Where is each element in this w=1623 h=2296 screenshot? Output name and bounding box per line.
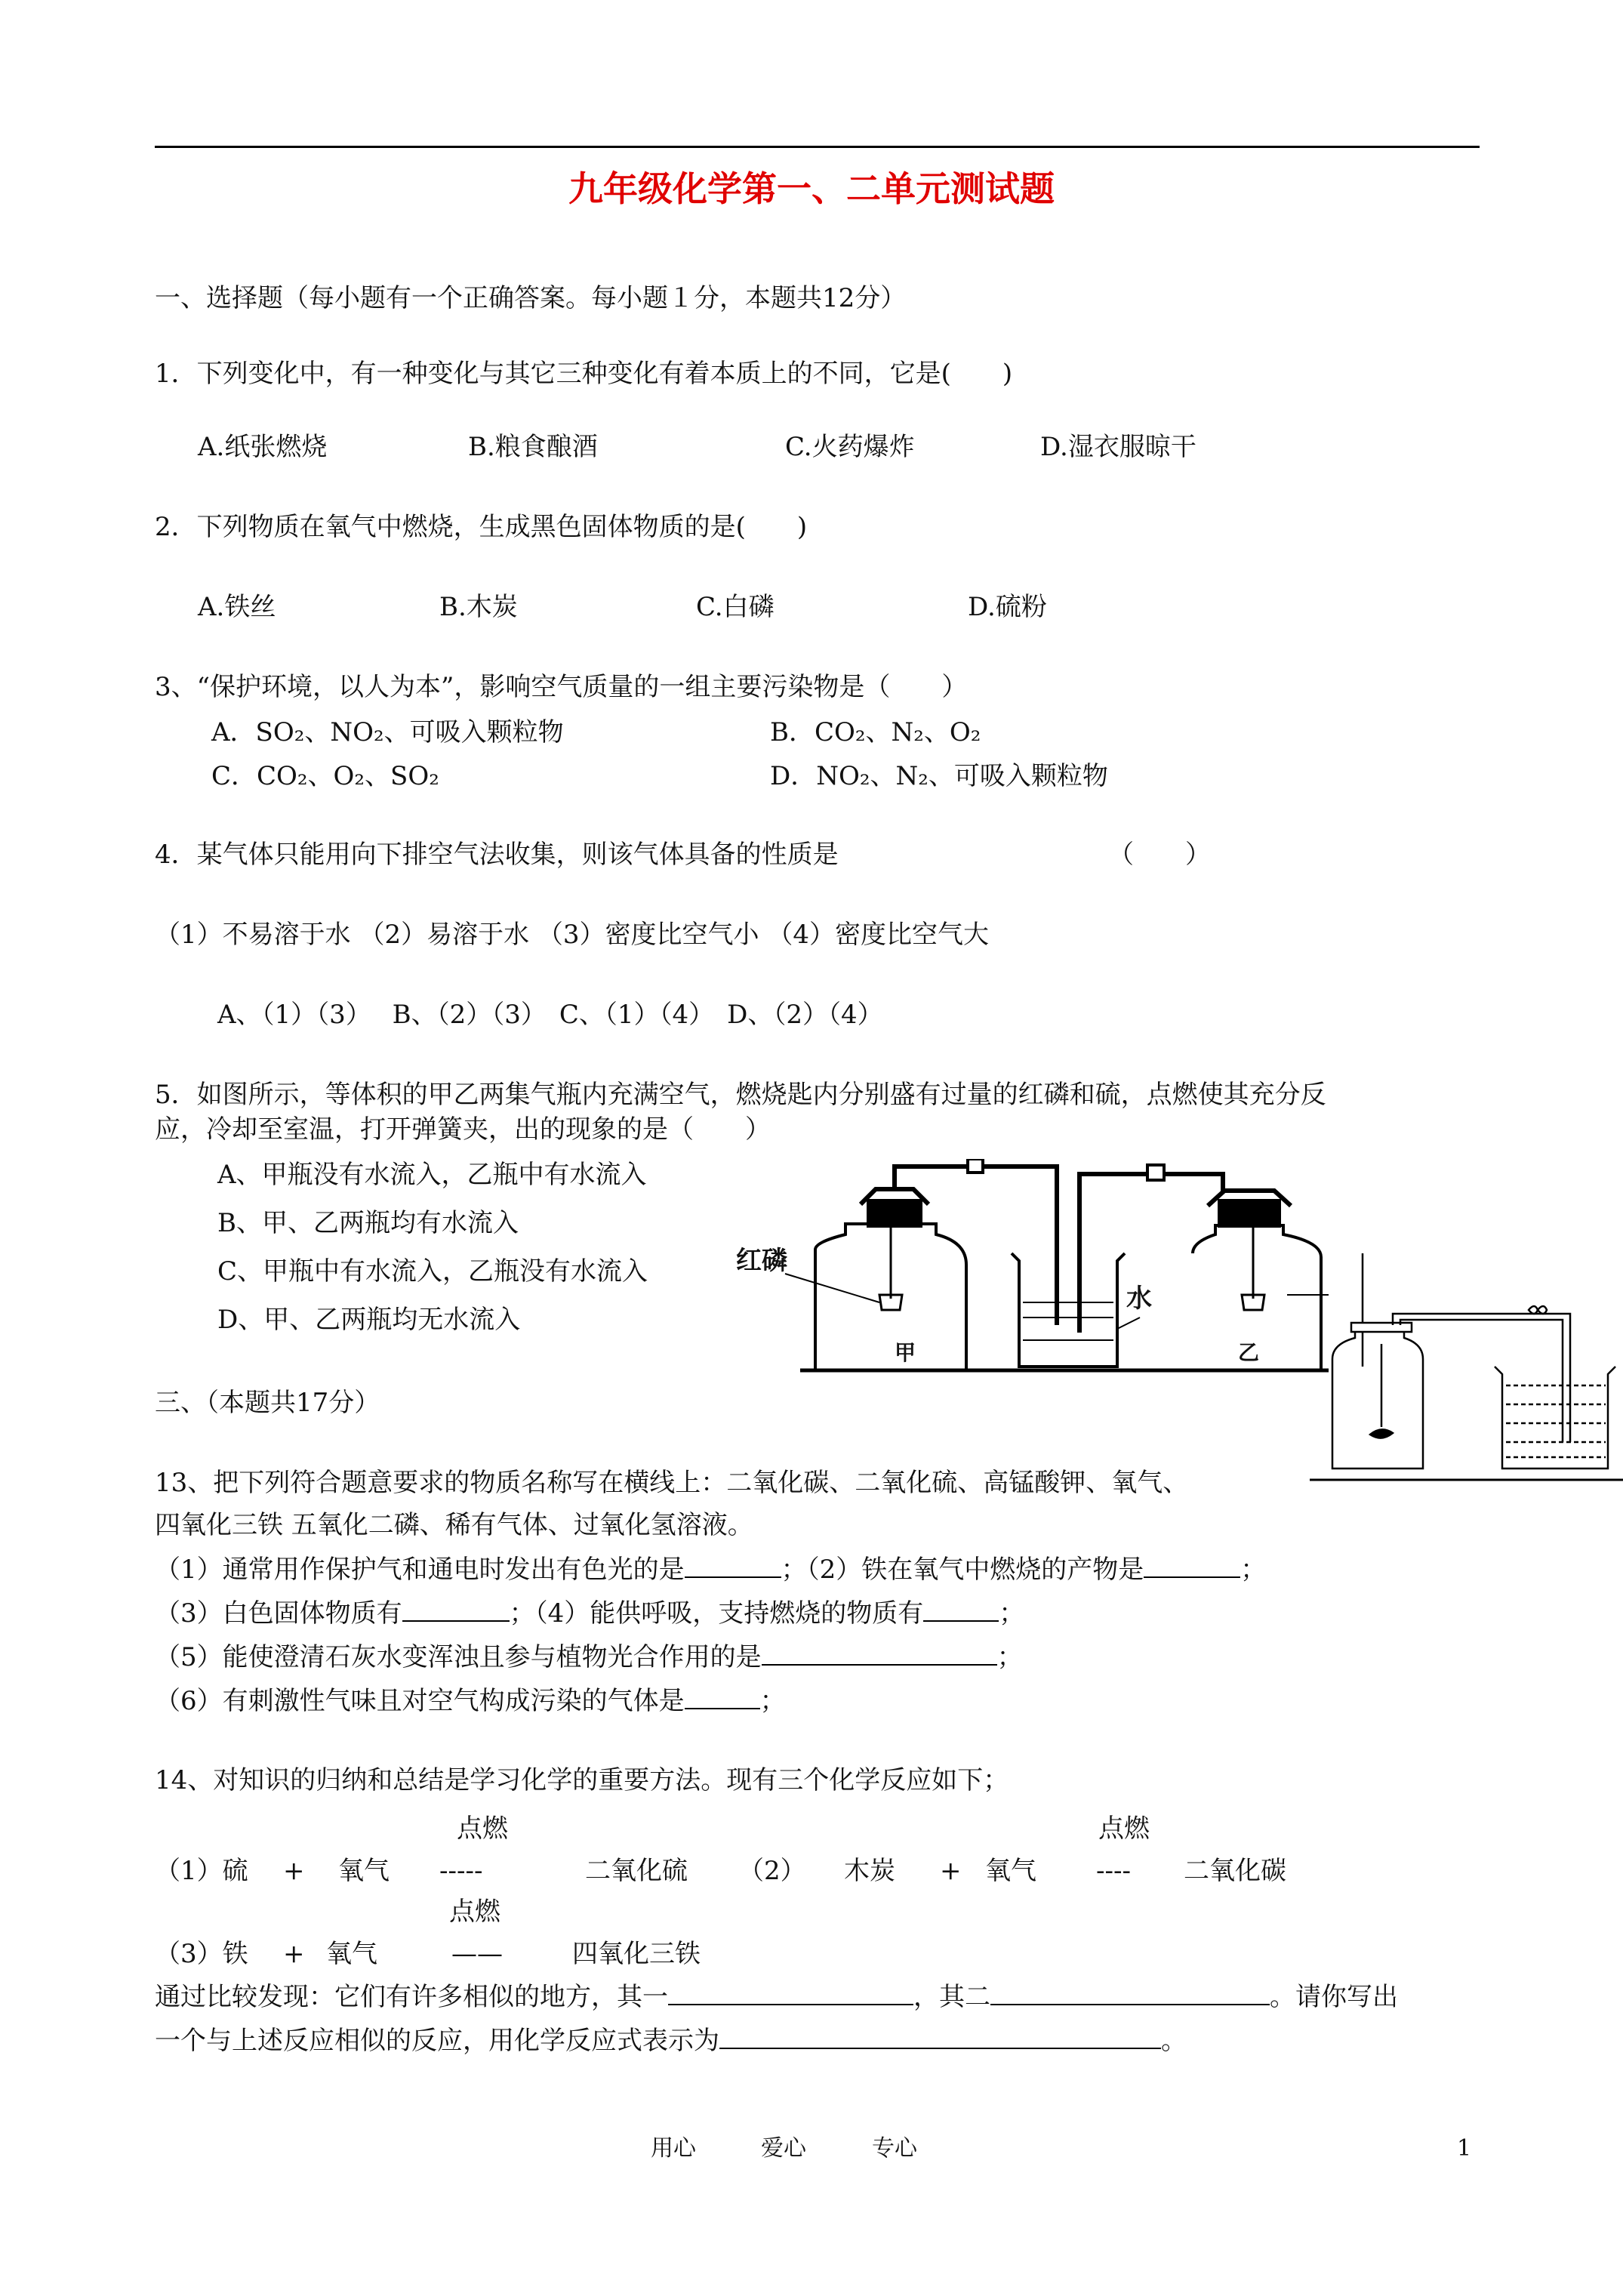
q2-option-d: D.硫粉 bbox=[968, 592, 1047, 622]
q14-blank-1[interactable] bbox=[668, 1981, 913, 2005]
stopper-yi bbox=[1219, 1200, 1280, 1226]
q14-compare-a: 通过比较发现：它们有许多相似的地方，其一 bbox=[155, 1982, 668, 2012]
q14-r1-plus: + bbox=[283, 1856, 305, 1886]
beaker bbox=[1012, 1253, 1125, 1367]
q14-compare-line bbox=[155, 1981, 1398, 2012]
q4-answer-paren: （ ） bbox=[1108, 840, 1211, 870]
q4-stem: 4．某气体只能用向下排空气法收集，则该气体具备的性质是 bbox=[155, 840, 839, 870]
q13-sub-1: （1）通常用作保护气和通电时发出有色光的是 bbox=[155, 1555, 685, 1585]
q14-r2-plus: + bbox=[940, 1856, 962, 1886]
q5-option-c: C、甲瓶中有水流入，乙瓶没有水流入 bbox=[217, 1256, 648, 1287]
q2-option-a: A.铁丝 bbox=[198, 592, 276, 622]
header-rule bbox=[155, 146, 1480, 148]
q13-semi: ； bbox=[996, 1642, 1023, 1672]
q14-r2-oxygen: 氧气 bbox=[985, 1856, 1036, 1886]
label-water: 水 bbox=[1126, 1284, 1152, 1314]
q14-r1-oxygen: 氧气 bbox=[338, 1856, 390, 1886]
footer-word-1: 用心 bbox=[651, 2135, 696, 2162]
q13-sub-4: ；（4）能供呼吸，支持燃烧的物质有 bbox=[509, 1598, 924, 1629]
q14-compare-b: ，其二 bbox=[913, 1982, 990, 2012]
q13-sub-2: ；（2）铁在氧气中燃烧的产物是 bbox=[781, 1555, 1144, 1585]
q14-blank-2[interactable] bbox=[990, 1981, 1270, 2005]
q3-option-a: A．SO₂、NO₂、可吸入颗粒物 bbox=[211, 717, 564, 747]
q14-r1-arrow: ----- bbox=[439, 1856, 483, 1886]
q1-option-c: C.火药爆炸 bbox=[785, 432, 915, 462]
q14-r2-arrow: ---- bbox=[1096, 1856, 1131, 1886]
q14-r3-arrow: —— bbox=[451, 1939, 503, 1969]
q13-blank-6[interactable] bbox=[685, 1685, 760, 1709]
q2-option-c: C.白磷 bbox=[696, 592, 775, 622]
q5-stem-line1: 5．如图所示，等体积的甲乙两集气瓶内充满空气，燃烧匙内分别盛有过量的红磷和硫，点燃使其充分反 bbox=[155, 1080, 1326, 1110]
q14-r1-number: （1）硫 bbox=[155, 1856, 248, 1886]
q14-r2-product: 二氧化碳 bbox=[1184, 1856, 1286, 1886]
q13-line1: 13、把下列符合题意要求的物质名称写在横线上：二氧化碳、二氧化硫、高锰酸钾、氧气、 bbox=[155, 1468, 1189, 1498]
q13-sub-6-line bbox=[155, 1685, 786, 1716]
q2-option-b: B.木炭 bbox=[439, 592, 518, 622]
q14-r2-condition: 点燃 bbox=[1098, 1814, 1150, 1844]
tube-jia bbox=[895, 1166, 1057, 1325]
q14-r2-reactant: 木炭 bbox=[844, 1856, 895, 1886]
q1-option-d: D.湿衣服晾干 bbox=[1040, 432, 1196, 462]
q3-option-b: B．CO₂、N₂、O₂ bbox=[770, 717, 981, 747]
clamp-jia bbox=[968, 1159, 983, 1173]
footer-word-2: 爱心 bbox=[761, 2135, 806, 2162]
q13-sub-3-4 bbox=[155, 1598, 1024, 1629]
q13-sub-3: （3）白色固体物质有 bbox=[155, 1598, 402, 1629]
q14-r3-number: （3）铁 bbox=[155, 1939, 248, 1969]
q13-sub-5-line bbox=[155, 1641, 1023, 1672]
q5-option-b: B、甲、乙两瓶均有水流入 bbox=[217, 1208, 519, 1238]
q5-option-d: D、甲、乙两瓶均无水流入 bbox=[217, 1305, 521, 1335]
q14-r1-condition: 点燃 bbox=[457, 1814, 508, 1844]
q13-blank-4[interactable] bbox=[923, 1598, 999, 1622]
oxygen-apparatus-diagram bbox=[1310, 1253, 1623, 1484]
q1-stem: 1．下列变化中，有一种变化与其它三种变化有着本质上的不同，它是( ) bbox=[155, 359, 1013, 389]
q13-line2: 四氧化三铁 五氧化二磷、稀有气体、过氧化氢溶液。 bbox=[155, 1510, 753, 1540]
q13-sub-6: （6）有刺激性气味且对空气构成污染的气体是 bbox=[155, 1686, 685, 1716]
q14-last-line bbox=[155, 2025, 1187, 2056]
q3-option-c: C．CO₂、O₂、SO₂ bbox=[211, 761, 439, 791]
q1-option-a: A.纸张燃烧 bbox=[198, 432, 328, 462]
q13-blank-2[interactable] bbox=[1144, 1554, 1240, 1578]
q13-sub-5: （5）能使澄清石灰水变浑浊且参与植物光合作用的是 bbox=[155, 1642, 762, 1672]
q5-option-a: A、甲瓶没有水流入，乙瓶中有水流入 bbox=[217, 1160, 647, 1190]
q3-option-d: D．NO₂、N₂、可吸入颗粒物 bbox=[770, 761, 1108, 791]
clamp-yi bbox=[1147, 1165, 1164, 1180]
section-3-heading: 三、（本题共17分） bbox=[155, 1388, 380, 1418]
stopper-jia bbox=[868, 1200, 921, 1226]
label-red-phosphorus: 红磷 bbox=[736, 1246, 787, 1276]
q14-blank-3[interactable] bbox=[719, 2025, 1161, 2049]
q14-r1-product: 二氧化硫 bbox=[585, 1856, 688, 1886]
q13-semi: ； bbox=[1240, 1555, 1267, 1585]
page-title: 九年级化学第一、二单元测试题 bbox=[568, 168, 1055, 209]
q14-last-a: 一个与上述反应相似的反应，用化学反应式表示为 bbox=[155, 2026, 719, 2056]
q14-r2-number: （2） bbox=[738, 1856, 806, 1886]
q13-semi: ； bbox=[759, 1686, 786, 1716]
page-number: 1 bbox=[1457, 2135, 1472, 2162]
q5-stem-line2: 应，冷却至室温，打开弹簧夹，出的现象的是（ ） bbox=[155, 1114, 771, 1145]
q13-blank-5[interactable] bbox=[762, 1641, 997, 1666]
q13-blank-1[interactable] bbox=[685, 1554, 781, 1578]
q14-r3-oxygen: 氧气 bbox=[326, 1939, 377, 1969]
section-1-heading: 一、选择题（每小题有一个正确答案。每小题１分，本题共12分） bbox=[155, 283, 907, 313]
footer-word-3: 专心 bbox=[872, 2135, 917, 2162]
q1-option-b: B.粮食酿酒 bbox=[468, 432, 598, 462]
q14-stem: 14、对知识的归纳和总结是学习化学的重要方法。现有三个化学反应如下； bbox=[155, 1765, 1009, 1795]
q13-sub-1-2 bbox=[155, 1554, 1266, 1585]
q4-properties: （1）不易溶于水 （2）易溶于水 （3）密度比空气小 （4）密度比空气大 bbox=[155, 920, 989, 950]
q13-semi: ； bbox=[999, 1598, 1025, 1629]
q14-r3-condition: 点燃 bbox=[449, 1897, 500, 1927]
q14-compare-c: 。请你写出 bbox=[1270, 1982, 1398, 2012]
label-yi: 乙 bbox=[1238, 1340, 1260, 1365]
q14-r3-plus: + bbox=[283, 1939, 305, 1969]
q4-options: A、（1）（3） B、（2）（3） C、（1）（4） D、（2）（4） bbox=[217, 1000, 883, 1030]
label-jia: 甲 bbox=[895, 1340, 916, 1365]
q3-stem: 3、“保护环境，以人为本”，影响空气质量的一组主要污染物是（ ） bbox=[155, 672, 968, 702]
q2-stem: 2．下列物质在氧气中燃烧，生成黑色固体物质的是( ) bbox=[155, 512, 808, 542]
q13-blank-3[interactable] bbox=[402, 1598, 510, 1622]
q14-r3-product: 四氧化三铁 bbox=[572, 1939, 701, 1969]
q14-last-b: 。 bbox=[1161, 2026, 1187, 2056]
